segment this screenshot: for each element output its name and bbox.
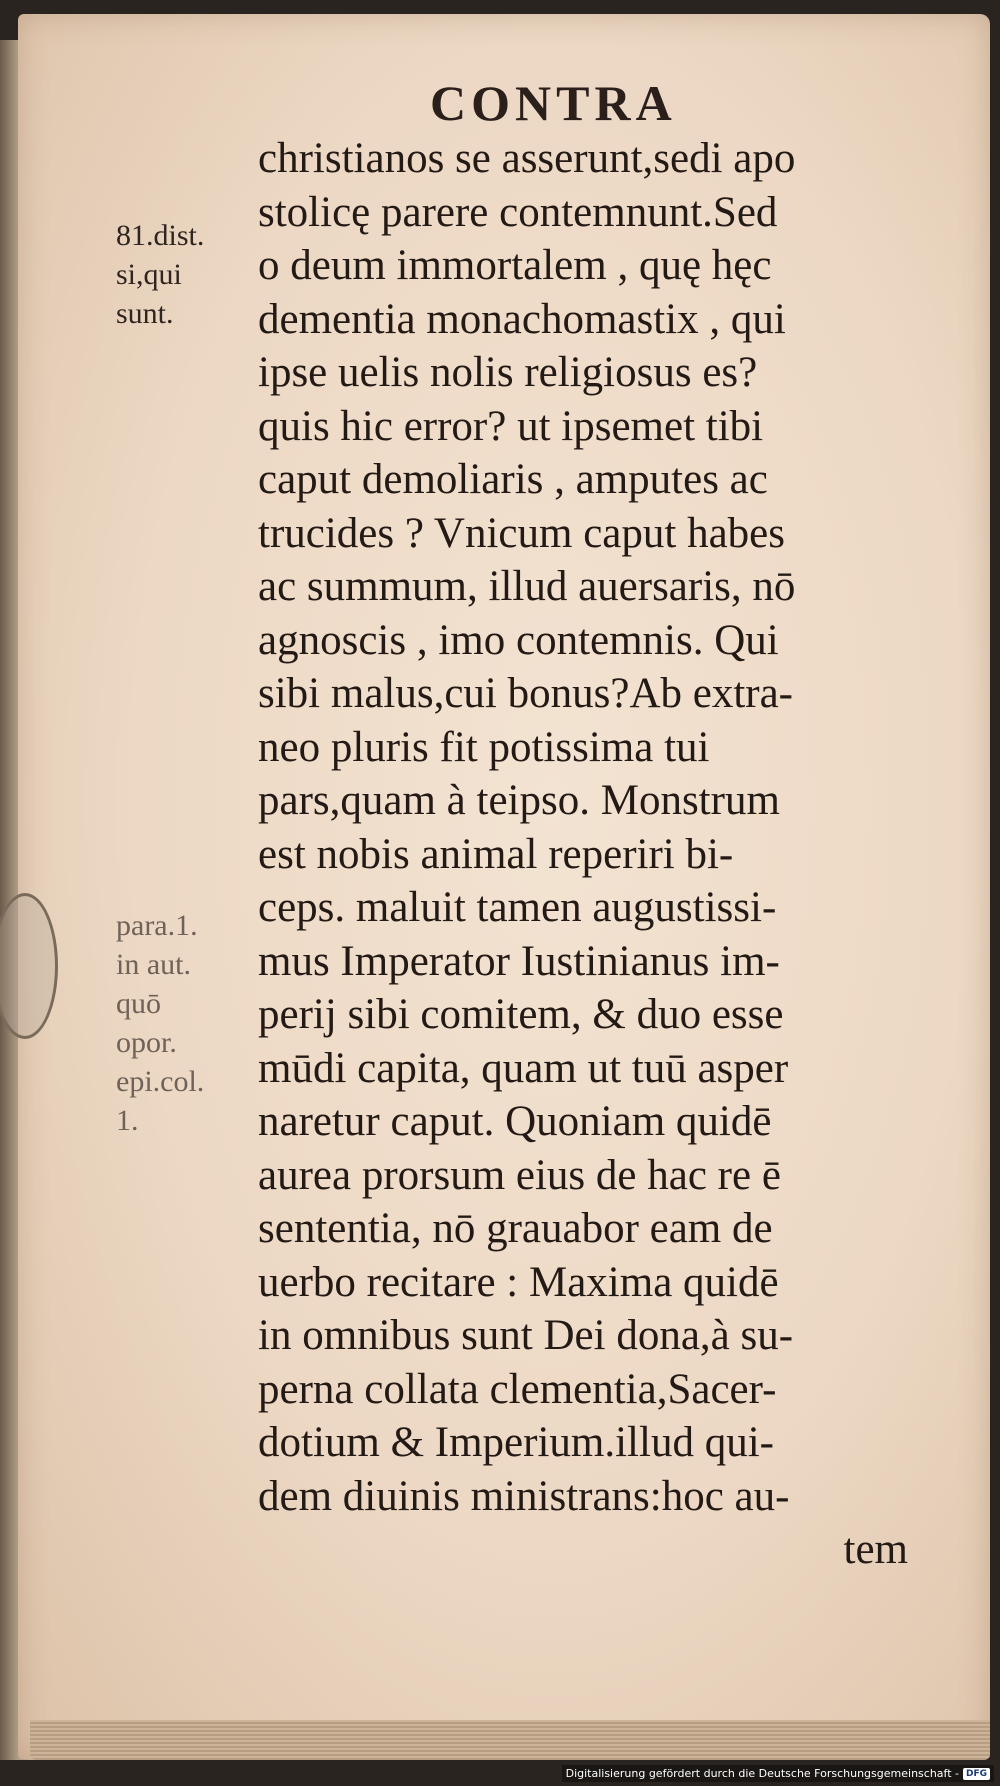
text-line: o deum immortalem , quę hęc [258, 242, 772, 289]
text-line: agnoscis , imo contemnis. Qui [258, 616, 779, 664]
text-line: sententia, nō grauabor eam de [258, 1205, 773, 1252]
text-line: neo pluris fit potissima tui [258, 723, 710, 771]
text-line: dem diuinis ministrans:hoc au- [258, 1472, 790, 1520]
text-line: aurea prorsum eius de hac re ē [258, 1151, 781, 1199]
text-line: mūdi capita, quam ut tuū asper [258, 1044, 789, 1092]
text-line: dementia monachomastix , qui [258, 295, 786, 343]
text-line: christianos se asserunt,sedi apo [258, 135, 796, 182]
body-text [258, 132, 908, 1577]
text-line: trucides ? Vnicum caput habes [258, 509, 785, 557]
text-line: mus Imperator Iustinianus im- [258, 937, 780, 985]
text-line: naretur caput. Quoniam quidē [258, 1098, 772, 1145]
text-line: perna collata clementia,Sacer- [258, 1365, 777, 1413]
margin-note-line: sunt. [116, 297, 174, 330]
text-line: ceps. maluit tamen augustissi- [258, 884, 777, 931]
margin-note-line: 81.dist. [116, 219, 205, 252]
text-line: quis hic error? ut ipsemet tibi [258, 402, 764, 450]
text-line: in omnibus sunt Dei dona,à su- [258, 1312, 794, 1359]
margin-note-citation-2 [116, 906, 256, 1140]
text-line: stolicę parere contemnunt.Sed [258, 188, 778, 236]
text-line: dotium & Imperium.illud qui- [258, 1419, 774, 1466]
digitization-credit [562, 1765, 994, 1782]
text-line: est nobis animal reperiri bi- [258, 830, 734, 878]
text-line: uerbo recitare : Maxima quidē [258, 1258, 779, 1306]
margin-note-line: si,qui [116, 258, 182, 291]
text-line: ac summum, illud auersaris, nō [258, 563, 796, 610]
dfg-logo-icon: DFG [963, 1768, 990, 1780]
text-line: sibi malus,cui bonus?Ab extra- [258, 670, 794, 717]
text-line: pars,quam à teipso. Monstrum [258, 777, 780, 824]
text-line: perij sibi comitem, & duo esse [258, 991, 784, 1038]
margin-note-line: quō [116, 987, 161, 1020]
margin-note-line: 1. [116, 1104, 139, 1137]
catchword: tem [843, 1526, 908, 1573]
running-header: CONTRA [430, 75, 677, 131]
text-line: caput demoliaris , amputes ac [258, 456, 768, 503]
text-line: ipse uelis nolis religiosus es? [258, 349, 758, 396]
margin-note-line: in aut. [116, 948, 191, 981]
margin-note-line: opor. [116, 1026, 177, 1059]
page-stack-edge [30, 1720, 990, 1760]
credit-text: Digitalisierung gefördert durch die Deutsche Forschungsgemeinschaft - [565, 1767, 959, 1780]
margin-note-citation-1 [116, 216, 256, 333]
margin-note-line: para.1. [116, 909, 198, 942]
margin-note-line: epi.col. [116, 1065, 205, 1098]
